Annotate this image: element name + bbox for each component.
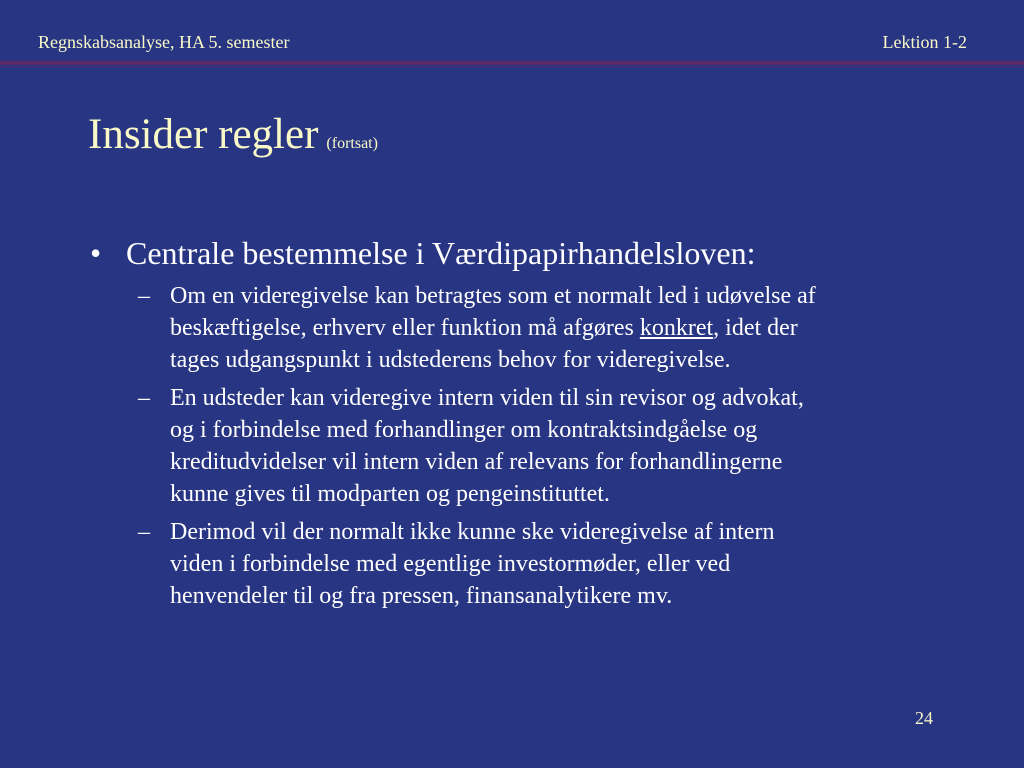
dash-icon: – [138, 519, 150, 545]
sub-bullet-item [88, 280, 968, 376]
lecture-header: Lektion 1-2 [882, 32, 967, 52]
sub-bullet-line: og i forbindelse med forhandlinger om kontraktsindgåelse og [170, 417, 758, 443]
sub-bullet-line: Derimod vil der normalt ikke kunne ske videregivelse af intern [170, 519, 775, 545]
sub-bullet-line: tages udgangspunkt i udstederens behov for videregivelse. [170, 347, 731, 373]
sub-bullet-line: En udsteder kan videregive intern viden til sin revisor og advokat, [170, 385, 804, 411]
sub-bullet-list [88, 280, 968, 612]
sub-bullet-line: Om en videregivelse kan betragtes som et normalt led i udøvelse af [170, 283, 816, 309]
sub-bullet-line [170, 312, 968, 344]
slide-content [88, 232, 968, 618]
course-header: Regnskabsanalyse, HA 5. semester [38, 32, 290, 52]
sub-bullet-text: beskæftigelse, erhverv eller funktion må afgøres [170, 315, 640, 341]
sub-bullet-item [88, 382, 968, 510]
sub-bullet-line: viden i forbindelse med egentlige investormøder, eller ved [170, 551, 731, 577]
main-bullet [88, 232, 968, 274]
slide-title-sub: (fortsat) [326, 135, 378, 152]
header-divider [0, 61, 1024, 65]
sub-bullet-line: kreditudvidelser vil intern viden af relevans for forhandlingerne [170, 449, 783, 475]
slide-title-main: Insider regler [88, 111, 319, 158]
bullet-icon: • [90, 235, 102, 271]
sub-bullet-item [88, 516, 968, 612]
emphasis-underlined: konkret [639, 315, 714, 341]
page-number: 24 [915, 708, 933, 728]
dash-icon: – [138, 385, 150, 411]
main-bullet-text: Centrale bestemmelse i Værdipapirhandelsloven: [126, 235, 756, 271]
sub-bullet-line: henvendeler til og fra pressen, finansanalytikere mv. [170, 583, 673, 609]
slide-title [88, 110, 378, 159]
dash-icon: – [138, 283, 150, 309]
sub-bullet-line: kunne gives til modparten og pengeinstituttet. [170, 481, 610, 507]
header-divider-thin [0, 66, 1024, 68]
sub-bullet-text: , idet der [713, 315, 798, 341]
